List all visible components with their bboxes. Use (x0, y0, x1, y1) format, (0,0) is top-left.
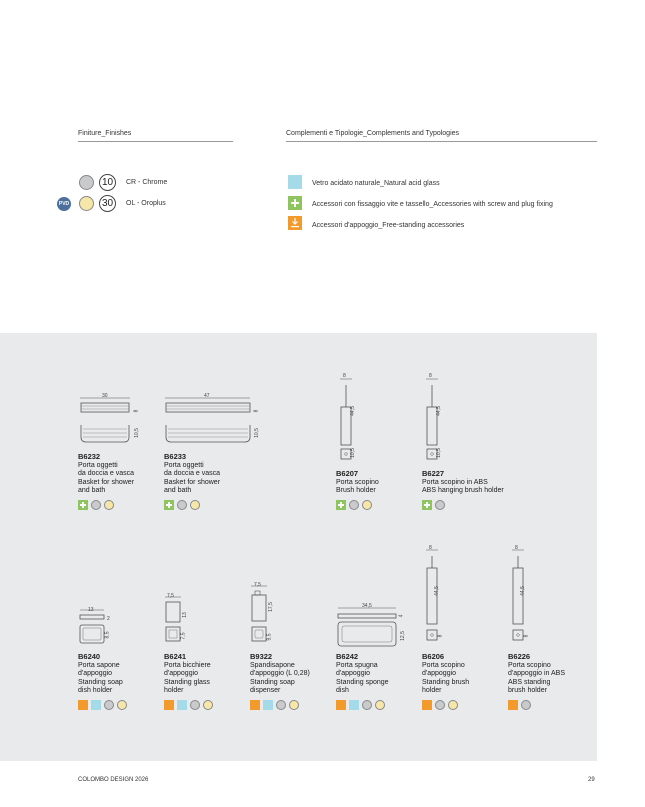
product-desc-line: dish (336, 687, 349, 695)
glass-square-icon (349, 700, 359, 710)
chrome-dot-icon (190, 700, 200, 710)
b6207-depth-dim: 10,5 (349, 448, 356, 458)
product-desc-line: d'appoggio (164, 670, 199, 678)
b6240-height-dim: 8,5 (104, 631, 111, 639)
free-standing-icon (250, 700, 260, 710)
product-b9322 (250, 653, 310, 710)
b6233-width-dim: 47 (204, 393, 210, 399)
glass-square-icon (288, 175, 302, 189)
b6206-depth-dim: 8 (437, 634, 444, 638)
b6242-width-dim: 34,5 (362, 603, 372, 609)
free-standing-icon (288, 216, 302, 230)
chrome-dot-icon (362, 700, 372, 710)
chrome-dot-icon (91, 500, 101, 510)
oroplus-dot-icon (289, 700, 299, 710)
b6240-width-dim: 13 (88, 607, 94, 613)
free-standing-icon (78, 700, 88, 710)
product-desc-line: dish holder (78, 687, 113, 695)
b6240-top-dim: 2 (107, 616, 110, 622)
oroplus-dot-icon (117, 700, 127, 710)
product-code: B6241 (164, 652, 187, 661)
b6233-height-dim: 10,5 (253, 428, 260, 438)
screw-fixing-icon (288, 196, 302, 210)
product-desc-line: dispenser (250, 687, 281, 695)
b6241-height-dim: 13 (181, 612, 188, 618)
product-desc-line: d'appoggio (L 0,28) (250, 670, 310, 678)
oroplus-code: 30 (99, 195, 116, 212)
chrome-code: 10 (99, 174, 116, 191)
b6227-drawing (422, 375, 446, 463)
product-code: B6227 (422, 469, 445, 478)
product-b6240 (78, 653, 127, 710)
b6240-drawing (78, 607, 111, 647)
b6226-width-dim: 8 (515, 545, 518, 551)
legend-screw-label: Accessori con fissaggio vite e tassello_Accessories with screw and plug fixing (312, 201, 553, 208)
product-desc-line: d'appoggio (422, 670, 457, 678)
screw-fixing-icon (164, 500, 174, 510)
free-standing-icon (422, 700, 432, 710)
pvd-badge: PVD (57, 197, 71, 211)
chrome-dot-icon (521, 700, 531, 710)
product-desc-line: Standing soap (78, 678, 123, 686)
product-desc-line: d'appoggio (78, 670, 113, 678)
b6227-depth-dim: 10,5 (435, 448, 442, 458)
product-desc-line: Porta bicchiere (164, 661, 211, 669)
product-desc-line: Porta scopino (336, 478, 379, 486)
b6242-top-dim: 4 (398, 614, 405, 618)
b6227-width-dim: 8 (429, 373, 432, 379)
product-b6207 (336, 470, 379, 510)
product-b6206 (422, 653, 469, 710)
product-desc-line: Porta scopino (422, 661, 465, 669)
b9322-height-dim: 17,5 (267, 602, 274, 612)
product-code: B9322 (250, 652, 273, 661)
b6207-drawing (336, 375, 360, 463)
b9322-depth-dim: 9,5 (266, 633, 273, 641)
free-standing-icon (336, 700, 346, 710)
product-desc-line: Basket for shower (164, 478, 221, 486)
oroplus-dot-icon (190, 500, 200, 510)
free-standing-icon (164, 700, 174, 710)
product-desc-line: Porta scopino in ABS (422, 478, 488, 486)
b6226-height-dim: 44,5 (519, 586, 526, 596)
glass-square-icon (177, 700, 187, 710)
product-desc-line: d'appoggio in ABS (508, 670, 565, 678)
product-code: B6232 (78, 452, 101, 461)
product-desc-line: Porta spugna (336, 661, 378, 669)
b6206-width-dim: 8 (429, 545, 432, 551)
oroplus-dot-icon (104, 500, 114, 510)
product-b6242 (336, 653, 389, 710)
oroplus-dot-icon (448, 700, 458, 710)
b6232-drawing (78, 395, 138, 447)
chrome-dot-icon (349, 500, 359, 510)
chrome-dot-icon (435, 500, 445, 510)
chrome-dot-icon (177, 500, 187, 510)
legend-free-label: Accessori d'appoggio_Free-standing accessories (312, 222, 465, 229)
product-desc-line: brush holder (508, 687, 547, 695)
product-b6232 (78, 453, 134, 510)
product-desc-line: Porta scopino (508, 661, 551, 669)
screw-fixing-icon (78, 500, 88, 510)
product-code: B6206 (422, 652, 445, 661)
b6206-drawing (422, 546, 446, 646)
product-code: B6240 (78, 652, 101, 661)
product-desc-line: da doccia e vasca (164, 470, 221, 478)
product-desc-line: Standing soap (250, 678, 295, 686)
b6206-height-dim: 44,5 (433, 586, 440, 596)
b6232-width-dim: 30 (102, 393, 108, 399)
product-code: B6226 (508, 652, 531, 661)
product-desc-line: and bath (164, 487, 192, 495)
b6227-height-dim: 44,5 (435, 406, 442, 416)
product-desc-line: Standing brush (422, 678, 470, 686)
b6207-width-dim: 8 (343, 373, 346, 379)
glass-square-icon (91, 700, 101, 710)
product-code: B6233 (164, 452, 187, 461)
product-desc-line: Basket for shower (78, 478, 135, 486)
b6207-height-dim: 44,5 (349, 406, 356, 416)
product-code: B6242 (336, 652, 359, 661)
product-b6226 (508, 653, 565, 710)
b6233-depth-dim: 8 (253, 409, 260, 413)
glass-square-icon (263, 700, 273, 710)
finishes-rule (78, 141, 233, 142)
product-desc-line: ABS hanging brush holder (422, 487, 504, 495)
oroplus-dot-icon (203, 700, 213, 710)
legend-glass-label: Vetro acidato naturale_Natural acid glass (312, 180, 440, 187)
chrome-label: CR - Chrome (126, 179, 168, 186)
b6232-height-dim: 10,5 (133, 428, 140, 438)
b6241-depth-dim: 7,5 (180, 632, 187, 640)
b6242-height-dim: 12,5 (399, 631, 406, 641)
page-number: 29 (588, 777, 595, 783)
oroplus-swatch (79, 196, 94, 211)
chrome-dot-icon (104, 700, 114, 710)
product-desc-line: and bath (78, 487, 106, 495)
product-b6227 (422, 470, 504, 510)
product-code: B6207 (336, 469, 359, 478)
b6232-depth-dim: 8 (133, 409, 140, 413)
product-desc-line: Porta oggetti (78, 461, 118, 469)
product-desc-line: d'appoggio (336, 670, 371, 678)
footer-brand: COLOMBO DESIGN 2026 (78, 777, 149, 783)
b6226-drawing (508, 546, 532, 646)
oroplus-dot-icon (362, 500, 372, 510)
b6233-drawing (163, 395, 258, 447)
b9322-width-dim: 7,5 (254, 582, 261, 588)
oroplus-dot-icon (375, 700, 385, 710)
product-desc-line: holder (164, 687, 184, 695)
screw-fixing-icon (422, 500, 432, 510)
product-b6241 (164, 653, 213, 710)
screw-fixing-icon (336, 500, 346, 510)
product-desc-line: Standing sponge (336, 678, 389, 686)
complements-rule (286, 141, 597, 142)
product-desc-line: da doccia e vasca (78, 470, 135, 478)
product-desc-line: Porta sapone (78, 661, 120, 669)
b6241-width-dim: 7,5 (167, 593, 174, 599)
product-b6233 (164, 453, 220, 510)
free-standing-icon (508, 700, 518, 710)
product-desc-line: Standing glass (164, 678, 210, 686)
chrome-dot-icon (435, 700, 445, 710)
product-desc-line: Spandisapone (250, 661, 295, 669)
complements-header: Complementi e Tipologie_Complements and Typologies (286, 130, 460, 137)
chrome-dot-icon (276, 700, 286, 710)
product-desc-line: Porta oggetti (164, 461, 204, 469)
finishes-header: Finiture_Finishes (78, 130, 132, 137)
chrome-swatch (79, 175, 94, 190)
product-desc-line: holder (422, 687, 442, 695)
product-desc-line: Brush holder (336, 487, 376, 495)
oroplus-label: OL - Oroplus (126, 200, 166, 207)
product-desc-line: ABS standing (508, 678, 551, 686)
b6226-depth-dim: 8 (523, 634, 530, 638)
